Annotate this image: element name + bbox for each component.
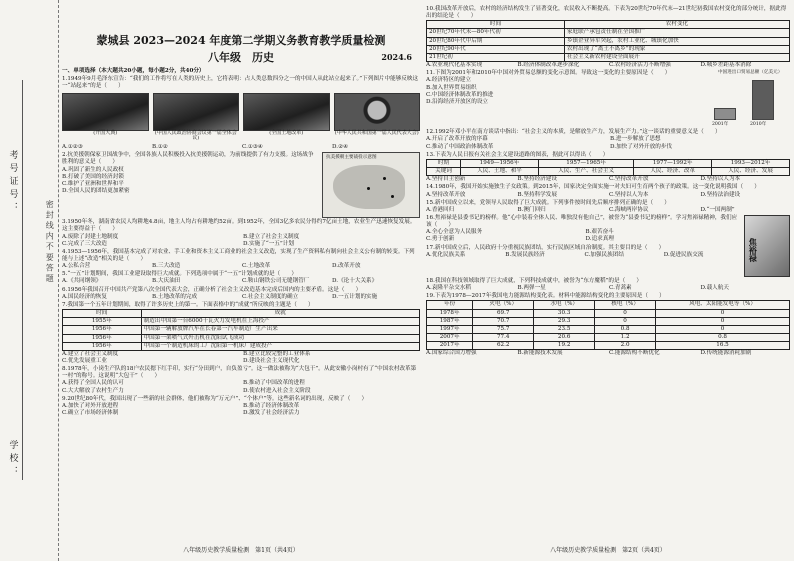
options (426, 207, 790, 214)
column-header: 年份 (427, 301, 473, 309)
option-c: C.加强民族团结 (584, 251, 624, 258)
table-cell: 1955年 (63, 318, 142, 326)
option-c: C.勇于创新 (426, 236, 455, 243)
option-b: B.两弹一星 (517, 285, 546, 292)
table-row (427, 53, 790, 61)
column-header: 时间 (63, 310, 142, 318)
question-text: 2.抗美援朝保家卫国战争中，全国各族人民积极投入抗美援朝运动，为前线提供了有力支援。这场战争胜利的意义是（ ） (62, 152, 314, 166)
question-10 (426, 6, 790, 69)
question-text: 9.20世纪80年代，我国出现了一些新的社会群体，他们被称为“万元户”、“个体户”等。这些新名词的出现，反映了（ ） (62, 395, 368, 402)
option-d: D.《论十大关系》 (332, 278, 378, 285)
option-d: D.沿海经济开放区的设立 (426, 98, 489, 105)
photo-caption: (全国土地改革) (269, 129, 304, 136)
options (62, 234, 420, 248)
option-b: B.艰苦奋斗 (585, 229, 614, 236)
photo-item (243, 93, 330, 143)
table-cell: 1949—1956年 (461, 159, 539, 167)
question-text: 19.下表为1978—2017年我国电力能源结构变化表。材料中能源结构变化的主要原因是（ ） (426, 293, 665, 300)
question-2 (62, 152, 420, 218)
option-d: D.促进民族交流 (663, 251, 704, 258)
photo-item (334, 93, 421, 143)
options (426, 229, 741, 243)
table-cell: 20.6 (534, 334, 595, 342)
historical-photo (243, 93, 330, 131)
option-c: C.推动了中国政治体制改革 (426, 143, 494, 150)
option-a: A.《共同纲领》 (62, 278, 102, 285)
option-c: C.优先发展重工业 (62, 358, 108, 365)
option-a: A.优化民族关系 (426, 251, 466, 258)
option-c: C.确立了市场经济体制 (62, 410, 119, 417)
table-row (427, 325, 790, 333)
question-3 (62, 219, 420, 248)
question-15 (426, 200, 790, 214)
option-d: D.一五计划的实施 (332, 293, 378, 300)
option-a: A.①②③ (62, 144, 83, 151)
table-cell: 1997年 (427, 325, 473, 333)
table-row (63, 318, 420, 326)
table-cell: 21世纪初 (427, 53, 565, 61)
page-one (62, 0, 420, 561)
option-c: C.青蒿素 (609, 285, 632, 292)
table-cell: 20世纪80年代中后期 (427, 37, 565, 45)
table-cell: 中国第一架喷气式歼击机在沈阳试飞成功 (141, 334, 419, 342)
table-cell: 农村出现了“离土不离乡”的现象 (564, 45, 789, 53)
option-b: B.大庆油田 (152, 278, 181, 285)
war-map (322, 152, 420, 218)
options (62, 351, 420, 365)
column-header: 时间 (427, 21, 565, 29)
question-text: 15.新中国成立以来，党领导人民取得了巨大成就。下列事件按时间先后顺序排列正确的是（ ） (426, 199, 670, 206)
table-header-row (427, 301, 790, 309)
table-cell: 0 (656, 317, 790, 325)
option-a: A.建立了社会主义制度 (62, 350, 119, 357)
table-cell: 70.7 (473, 317, 534, 325)
question-8 (62, 366, 420, 395)
option-a: A.坚持改革开放 (426, 191, 466, 198)
option-b: B.打破了美国的经济封锁 (62, 173, 124, 180)
options (426, 285, 790, 292)
option-c: C.中国经济体制改革的推进 (426, 91, 494, 98)
keyword-table (426, 159, 790, 176)
option-c: C.农村经济活力不断增强 (609, 62, 671, 69)
table-cell: 16.5 (656, 342, 790, 350)
section-heading: 一、单项选择（本大题共20小题，每小题2分，共40分） (62, 68, 205, 75)
page-footer: 八年级历史教学质量检测 第1页（共4页） (183, 547, 299, 555)
question-text: 14.1980年，我国开始实施独生子女政策。到2015年，国家决定全面实施一对夫妇可生育两个孩子的政策。这一变化说明我国（ ） (426, 184, 760, 191)
option-c: C.鞍山钢铁公司无缝钢管厂 (242, 278, 310, 285)
table-row (427, 342, 790, 350)
column-header: 水电（%） (534, 301, 595, 309)
column-header: 农村变化 (564, 21, 789, 29)
question-17 (426, 245, 790, 277)
table-cell: 0.8 (656, 334, 790, 342)
school-label: 学校： (7, 440, 18, 479)
achievement-table (62, 309, 420, 351)
option-c: C.海峡两岸协议 (609, 206, 649, 213)
bar-label: 2010年 (750, 122, 767, 128)
binding-margin (0, 0, 59, 561)
option-d: D.建设社会主义现代化 (243, 358, 300, 365)
options (62, 144, 420, 151)
bar-2001 (714, 108, 736, 120)
option-a: A.废除了封建土地制度 (62, 233, 119, 240)
option-a: A.公私合营 (62, 263, 91, 270)
table-cell: 中国第一个制造机床的工厂沈阳第一机床厂建成投产 (141, 342, 419, 350)
option-d: D.改革开放 (332, 263, 361, 270)
question-text: 12.1992年邓小平在南方谈话中指出：“社会主义的本质，是解放生产力，发展生产力。”这一谈话的重要意义是（ ） (426, 129, 721, 136)
question-11 (426, 70, 790, 128)
options (426, 192, 790, 199)
table-cell: 29.3 (534, 317, 595, 325)
option-b: B.推动了中国改革的进程 (243, 380, 305, 387)
options (426, 62, 790, 69)
option-c: C.完成了三大改造 (62, 240, 108, 247)
table-row (427, 29, 790, 37)
binding-line (22, 80, 23, 480)
column-header: 成就 (141, 310, 419, 318)
table-cell: 关键词 (427, 168, 461, 176)
table-cell: 62.2 (473, 342, 534, 350)
historical-photo (62, 93, 149, 131)
exam-date: 2024.6 (381, 52, 412, 63)
exam-title: 蒙城县 2023—2024 年度第二学期义务教育教学质量检测 (96, 34, 386, 47)
table-cell: 1987年 (427, 317, 473, 325)
option-a: A.国家综合国力增强 (426, 350, 477, 357)
option-a: A.巩固了新生的人民政权 (62, 166, 124, 173)
table-cell: 时期 (427, 159, 461, 167)
table-cell: 0 (656, 309, 790, 317)
table-row (427, 168, 790, 176)
question-text: 8.1978年，小岗生产队的18户农民摁下红手印，实行“分田到户，自负盈亏”。这一做法被称为“大包干”。从此安徽小岗村有了“中国农村改革第一村”的称号。这说明“大包干”（ ） (62, 366, 417, 380)
table-row (63, 334, 420, 342)
question-text: 11.下图为2001年和2010年中国对外贸易总额的变化示意图。导致这一变化的主要原因是（ ） (426, 70, 671, 77)
option-b: B.发展民族经济 (505, 251, 545, 258)
option-d: D.载人航天 (700, 285, 729, 292)
table-cell: 中国第一辆解放牌汽车在长春第一汽车制造厂生产出来 (141, 326, 419, 334)
energy-table (426, 300, 790, 350)
table-cell: 0 (595, 309, 656, 317)
option-a: A.获得了全国人民的认可 (62, 380, 124, 387)
question-text: 18.我国在科技领域取得了巨大成就，下列科技成就中，被誉为“东方魔稻”的是（ ） (426, 277, 642, 284)
table-row (427, 37, 790, 45)
table-cell: 77.4 (473, 334, 534, 342)
photo-caption: (开国大典) (93, 129, 118, 136)
question-14 (426, 184, 790, 198)
question-text: 5.“一五”计划期间，我国工业建设取得巨大成就。下列选项中属于“一五”计划成就的是（ ） (62, 271, 297, 278)
table-cell: 人民、经济、改革 (634, 168, 712, 176)
question-4 (62, 249, 420, 270)
table-cell: 1.2 (595, 334, 656, 342)
option-b: B.①② (152, 144, 168, 151)
trade-bar-chart (696, 70, 790, 128)
option-c: C.能源结构不断优化 (609, 350, 660, 357)
option-d: D.②④ (332, 144, 349, 151)
rural-change-table (426, 20, 790, 62)
option-c: C.土地改革 (242, 263, 271, 270)
photo-row (62, 93, 420, 143)
table-cell: 19.2 (534, 342, 595, 350)
options (62, 403, 420, 417)
option-b: B.坚持科学发展 (517, 191, 557, 198)
option-a: A.香港回归 (426, 206, 455, 213)
option-d: D.传统能源消耗加剧 (700, 350, 752, 357)
question-9 (62, 396, 420, 417)
question-6 (62, 287, 420, 301)
option-b: B.进一步解放了思想 (610, 136, 661, 143)
option-c: C.①③④ (242, 144, 263, 151)
option-a: A.经济特区的建立 (426, 77, 471, 84)
table-cell: 1957—1965年 (538, 159, 633, 167)
table-cell: 社会主义新农村建设全面展开 (564, 53, 789, 61)
option-b: B.坚持经济建设 (517, 176, 557, 183)
table-row (427, 334, 790, 342)
table-cell: 1956年 (63, 342, 142, 350)
table-cell: 1977—1992年 (634, 159, 712, 167)
photo-item (62, 93, 149, 143)
question-text: 3.1950年冬，湖南省农民人均耕地4.8亩，地主人均占有耕地约52亩。到1952年，全国3亿多农民分得约7亿亩土地，农业生产迅速恢复发展。这主要得益于（ ） (62, 219, 416, 233)
options (426, 136, 790, 150)
option-a: A.国民经济的恢复 (62, 293, 107, 300)
option-d: D.坚持以人为本 (700, 176, 741, 183)
table-cell: 2007年 (427, 334, 473, 342)
options (426, 252, 741, 259)
table-cell: 2017年 (427, 342, 473, 350)
options (62, 278, 420, 285)
option-d: D.全国人民的团结更加紧密 (62, 187, 130, 194)
option-b: B.新能源技术发展 (517, 350, 563, 357)
table-row (427, 317, 790, 325)
chart-title: 中国进出口贸易总额（亿美元） (718, 70, 783, 76)
question-text: 4.1953—1956年，我国基本完成了对农业、手工业和资本主义工商业的社会主义改造，实现了生产资料私有制向社会主义公有制的转变。下列能与上述“改造”相关的是（ ） (62, 248, 415, 262)
question-18 (426, 278, 790, 292)
table-cell: 23.5 (534, 325, 595, 333)
bar-label: 2001年 (712, 122, 729, 128)
option-b: B.建立比较完整的工业体系 (243, 350, 311, 357)
bar-2010 (752, 80, 774, 120)
table-cell: 2.0 (595, 342, 656, 350)
table-row (63, 326, 420, 334)
column-header: 核电（%） (595, 301, 656, 309)
table-row (427, 309, 790, 317)
option-c: C.大大解放了农村生产力 (62, 387, 124, 394)
option-d: D.激发了社会经济活力 (243, 410, 300, 417)
photo-caption: (中华人民共和国第一届人民代表大会) (334, 129, 419, 136)
question-text: 1.1949年9月毛泽东宣告：“我们的工作将写在人类的历史上，它将表明：占人类总数四分之一的中国人从此站立起来了。”下列图片中能够反映这一“站起来”的是（ ） (62, 76, 419, 90)
question-text: 17.新中国成立后，人民政府十分重视民族团结，实行民族区域自治制度。其主要目的是（ ） (426, 244, 665, 251)
option-d: D.加快了对外开放的步伐 (610, 143, 673, 150)
option-b: B.推动了经济体制改革 (243, 402, 300, 409)
table-row (63, 342, 420, 350)
question-text: 7.我国第一个五年计划期间，取得了许多历史上的第一。下面表格中的“成就”所反映的主题是（ ） (62, 301, 314, 308)
options (426, 350, 790, 357)
table-cell: 1978年 (427, 309, 473, 317)
book-cover-image (744, 215, 790, 277)
table-cell: 乡镇企业异军突起，农村工业化、城镇化加快 (564, 37, 789, 45)
question-text: 6.1956年我国召开中国共产党第八次全国代表大会，正确分析了社会主义改造基本完成后国内的主要矛盾。这是（ ） (62, 286, 362, 293)
table-cell: 20世纪70年代末—80年代初 (427, 29, 565, 37)
option-c: C.坚持以人为本 (609, 191, 649, 198)
table-header-row (427, 159, 790, 167)
option-b: B.土地改革的完成 (152, 293, 198, 300)
photo-item (153, 93, 240, 143)
seal-text: 密 封 线 内 不 要 答 题 (45, 200, 55, 282)
table-cell: 1956年 (63, 334, 142, 342)
table-row (427, 45, 790, 53)
question-13 (426, 152, 790, 184)
national-emblem-photo (334, 93, 421, 131)
option-b: B.经济体制改革逐步深化 (517, 62, 580, 69)
page-two (426, 0, 790, 561)
question-5 (62, 271, 420, 285)
option-a: A.袁隆平杂交水稻 (426, 285, 471, 292)
photo-caption: (中国人民政治协商会议第一届全体会议) (154, 129, 237, 142)
column-header: 火电（%） (473, 301, 534, 309)
table-header-row (427, 21, 790, 29)
option-a: A.农业现代化基本实现 (426, 62, 483, 69)
question-text: 13.下表为人民日报有关社会主义建设道路的图表，据此可以得出（ ） (426, 151, 609, 158)
table-cell: 1993—2012年 (712, 159, 790, 167)
option-d: D.“一国两制” (700, 206, 735, 213)
option-b: B.澳门回归 (517, 206, 546, 213)
page-footer: 八年级历史教学质量检测 第2页（共4页） (550, 547, 666, 555)
subject-title: 八年级 历史 (208, 51, 274, 65)
option-d: D.坚持法治建设 (700, 191, 741, 198)
options (62, 294, 420, 301)
table-cell: 20世纪90年代 (427, 45, 565, 53)
exam-number-label: 考号证号： (7, 150, 18, 215)
column-header: 风电、太阳能发电等（%） (656, 301, 790, 309)
question-text: 10.我国改革开放后，农村的经济结构发生了显著变化，农民收入不断提高。下表为20世纪70年代末—21世纪初我国农村变化的部分统计，据此得出的结论是（ ） (426, 6, 787, 20)
option-a: A.加快了对外开放进程 (62, 402, 119, 409)
table-cell: 1956年 (63, 326, 142, 334)
options (62, 263, 420, 270)
question-12 (426, 129, 790, 150)
option-b: B.建立了社会主义制度 (243, 233, 300, 240)
question-19 (426, 293, 790, 357)
table-cell: 人民、经济、发展 (712, 168, 790, 176)
subject-row (62, 48, 420, 66)
question-1 (62, 76, 420, 151)
historical-photo (153, 93, 240, 131)
question-text: 16.焦裕禄是县委书记的榜样。他“心中装着全体人民、唯独没有他自己”，被誉为“县委书记的榜样”。学习焦裕禄精神，我们应该（ ） (426, 214, 738, 229)
table-cell: 人民、土地、和平 (461, 168, 539, 176)
table-cell: 制造出中国第一台6000千瓦火力发电机在上海投产 (141, 318, 419, 326)
book-title: 焦裕禄 (748, 237, 759, 262)
table-cell: 30.3 (534, 309, 595, 317)
option-a: A.全心全意为人民服务 (426, 229, 483, 236)
table-cell: 人民、生产、社会主义 (538, 168, 633, 176)
option-c: C.维护了亚洲和世界和平 (62, 180, 124, 187)
map-title: 抗美援朝主要战役示意图 (326, 155, 377, 161)
table-cell: 0 (595, 317, 656, 325)
option-b: B.三大改造 (152, 263, 181, 270)
table-cell: 69.7 (473, 309, 534, 317)
question-7 (62, 302, 420, 365)
options (426, 176, 790, 183)
table-cell: 0.8 (595, 325, 656, 333)
table-cell: 家庭联产承包责任制在全国推广 (564, 29, 789, 37)
table-header-row (63, 310, 420, 318)
options (62, 380, 420, 394)
option-b: B.加入世界贸易组织 (426, 84, 477, 91)
table-cell: 0 (656, 325, 790, 333)
option-d: D.城乡差距基本消除 (700, 62, 752, 69)
option-d: D.使农村进入社会主义阶段 (243, 387, 311, 394)
option-c: C.坚持改革开放 (609, 176, 649, 183)
option-c: C.社会主义制度的确立 (242, 293, 299, 300)
option-d: D.追求真理 (585, 236, 614, 243)
table-cell: 75.7 (473, 325, 534, 333)
option-a: A.坚持自主创新 (426, 176, 466, 183)
option-d: D.实施了“一五”计划 (243, 240, 294, 247)
option-a: A.开启了改革开放的序幕 (426, 136, 488, 143)
